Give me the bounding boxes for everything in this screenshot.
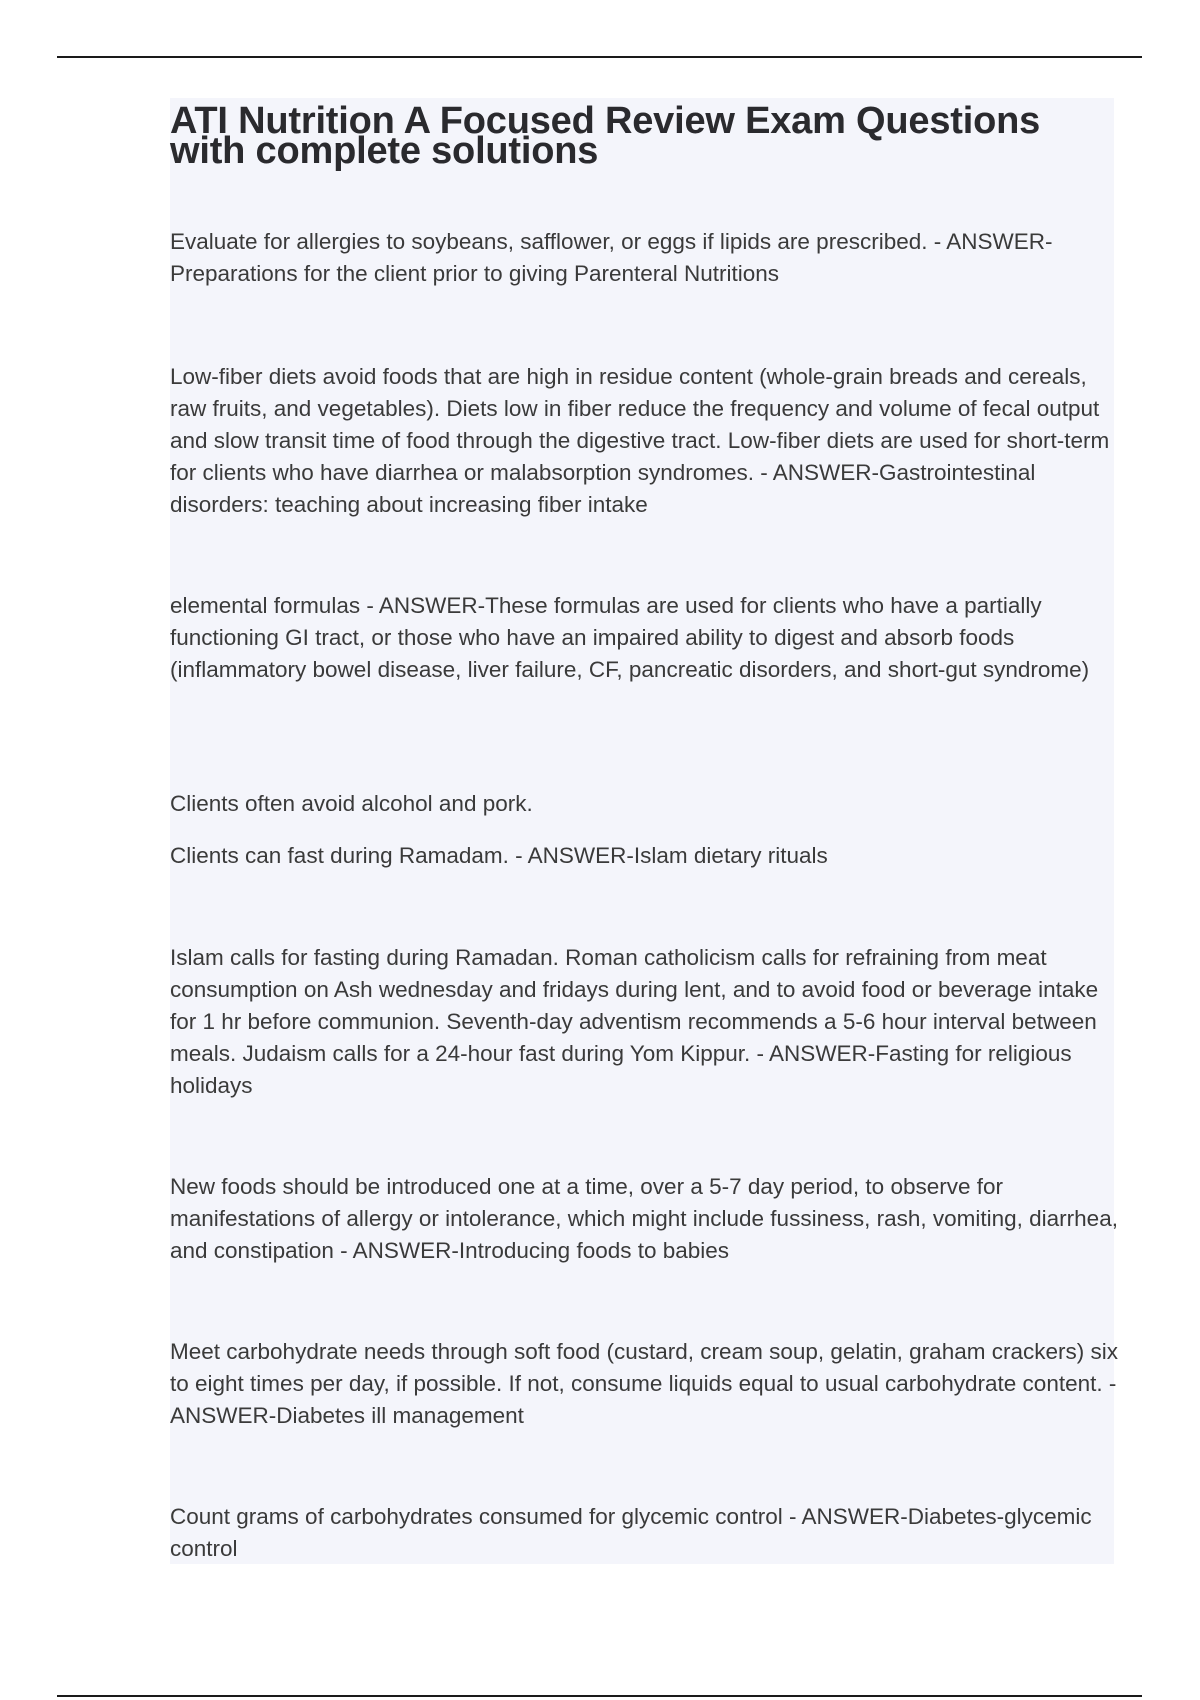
qa-paragraph-parenteral-nutrition: Evaluate for allergies to soybeans, safflower, or eggs if lipids are prescribed. - ANSWER-Preparations for the client prior to giving Parenteral Nutritions xyxy=(170,229,1053,286)
qa-paragraph-baby-foods: New foods should be introduced one at a time, over a 5-7 day period, to observe for manifestations of allergy or intolerance, which might include fussiness, rash, vomiting, diarrhea, and constipation - ANSWER-Introducing foods to babies xyxy=(170,1174,1118,1263)
qa-paragraph-religious-fasting: Islam calls for fasting during Ramadan. Roman catholicism calls for refraining from meat consumption on Ash wednesday and fridays during lent, and to avoid food or beverage intake for 1 hr before communion. Seventh-day adventism recommends a 5-6 hour interval between meals. Judaism calls for a 24-hour fast during Yom Kippur. - ANSWER-Fasting for religious holidays xyxy=(170,945,1099,1098)
qa-paragraph-diabetes-ill: Meet carbohydrate needs through soft food (custard, cream soup, gelatin, graham crackers) six to eight times per day, if possible. If not, consume liquids equal to usual carbohydrate content. - ANSWER-Diabetes ill management xyxy=(170,1339,1118,1428)
qa-paragraph-elemental-formulas: elemental formulas - ANSWER-These formulas are used for clients who have a partially functioning GI tract, or those who have an impaired ability to digest and absorb foods (inflammatory bowel disease, liver failure, CF, pancreatic disorders, and short-gut syndrome) xyxy=(170,593,1090,682)
top-divider xyxy=(57,56,1142,58)
document-body xyxy=(170,98,1118,1564)
qa-paragraph-islam-ramadan: Clients can fast during Ramadam. - ANSWER-Islam dietary rituals xyxy=(170,843,828,868)
bottom-divider xyxy=(57,1695,1142,1697)
qa-paragraph-glycemic-control: Count grams of carbohydrates consumed for glycemic control - ANSWER-Diabetes-glycemic control xyxy=(170,1504,1092,1561)
document-title: ATI Nutrition A Focused Review Exam Questions with complete solutions xyxy=(170,100,1041,172)
qa-paragraph-low-fiber: Low-fiber diets avoid foods that are high in residue content (whole-grain breads and cereals, raw fruits, and vegetables). Diets low in fiber reduce the frequency and volume of fecal output and slow transit time of food through the digestive tract. Low-fiber diets are used for short-term for clients who have diarrhea or malabsorption syndromes. - ANSWER-Gastrointestinal disorders: teaching about increasing fiber intake xyxy=(170,364,1110,517)
qa-paragraph-islam-avoid: Clients often avoid alcohol and pork. xyxy=(170,791,533,816)
